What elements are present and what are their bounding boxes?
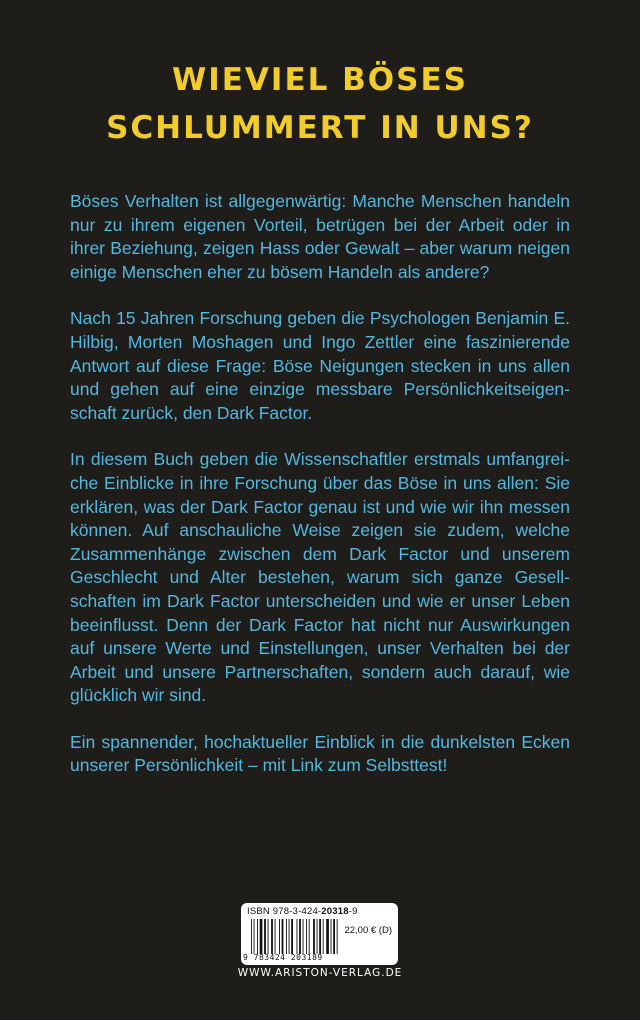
headline <box>0 56 640 152</box>
blurb-paragraph-4: Ein spannender, hochaktueller Einblick in die dunkelsten Ecken unserer Persönlichkeit – mit Link zum Selbsttest! <box>70 731 570 776</box>
headline-line-2: SCHLUMMERT IN UNS? <box>106 110 534 146</box>
barcode-digits: 9 783424 203189 <box>243 953 323 962</box>
isbn-number <box>247 906 358 917</box>
blurb-text <box>70 190 570 801</box>
publisher-website: WWW.ARISTON-VERLAG.DE <box>237 967 403 979</box>
blurb-paragraph-3: In diesem Buch geben die Wissenschaftler erstmals umfangrei-che Einblicke in ihre Forschung über das Böse in uns allen: Sie erklären, was der Dark Factor genau ist und wie wir ihn messen können. Auf anschauliche Weise zeigen sie zudem, welche Zusammenhänge zwischen dem Dark Factor und unserem Geschlecht und Alter bestehen, warum sich ganze Gesell-schaften im Dark Factor unterscheiden und wie er unser Leben beeinflusst. Denn der Dark Factor hat nicht nur Auswirkungen auf unsere Werte und Einstellungen, unser Verhalten bei der Arbeit und unsere Partnerschaften, sondern auch darauf, wie glücklich wir sind. <box>70 449 570 706</box>
isbn-prefix: ISBN 978-3-424- <box>247 906 322 917</box>
barcode-label <box>241 903 398 965</box>
headline-line-1: WIEVIEL BÖSES <box>172 62 468 98</box>
blurb-paragraph-2: Nach 15 Jahren Forschung geben die Psychologen Benjamin E. Hilbig, Morten Moshagen und Ingo Zettler eine faszinierende Antwort auf diese Frage: Böse Neigungen stecken in uns allen und gehen auf eine einzige messbare Persönlichkeitseigen-schaft zurück, den Dark Factor. <box>70 308 570 423</box>
isbn-bold-part: 20318 <box>321 906 349 917</box>
blurb-paragraph-1: Böses Verhalten ist allgegenwärtig: Manche Menschen handeln nur zu ihrem eigenen Vorteil, betrügen bei der Arbeit oder in ihrer Beziehung, zeigen Hass oder Gewalt – aber warum neigen einige Menschen eher zu bösem Handeln als andere? <box>70 191 570 282</box>
price-label: 22,00 € (D) <box>344 925 392 936</box>
barcode-icon <box>251 919 345 954</box>
isbn-check-digit: -9 <box>348 906 358 917</box>
